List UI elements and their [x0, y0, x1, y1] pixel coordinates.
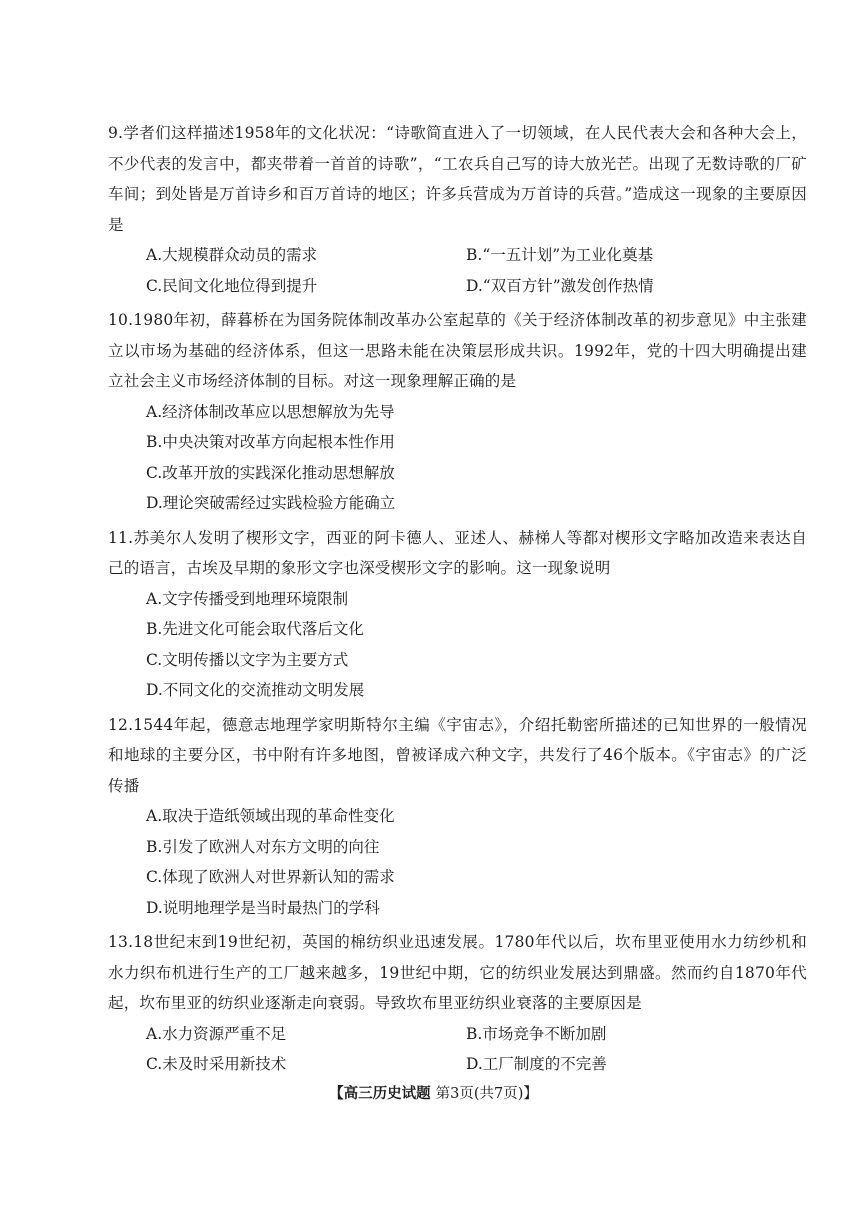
footer-title: 【高三历史试题 — [329, 1085, 431, 1102]
options-list — [146, 801, 807, 923]
option-d: D.“双百方针”激发创作热情 — [466, 276, 654, 295]
question-12 — [108, 710, 807, 924]
option-a: A.大规模群众动员的需求 — [146, 246, 318, 264]
option-d: D.不同文化的交流推动文明发展 — [146, 681, 365, 699]
option-b: B.“一五计划”为工业化奠基 — [466, 246, 654, 264]
option-b: B.中央决策对改革方向起根本性作用 — [146, 433, 395, 451]
question-stem: 12.1544年起，德意志地理学家明斯特尔主编《宇宙志》，介绍托勒密所描述的已知世界的一般情况和地球的主要分区，书中附有许多地图，曾被译成六种文字，共发行了46个版本。《宇宙志》的广泛传播 — [108, 715, 807, 795]
question-stem: 13.18世纪末到19世纪初，英国的棉纺织业迅速发展。1780年代以后，坎布里亚使用水力纺纱机和水力织布机进行生产的工厂越来越多，19世纪中期，它的纺织业发展达到鼎盛。然而约自1870年代起，坎布里亚的纺织业逐渐走向衰弱。导致坎布里亚纺织业衰落的主要原因是 — [108, 933, 807, 1012]
option-d: D.说明地理学是当时最热门的学科 — [146, 898, 380, 917]
option-a: A.取决于造纸领域出现的革命性变化 — [146, 807, 395, 825]
option-c: C.未及时采用新技术 — [146, 1055, 287, 1073]
options-list — [146, 584, 807, 706]
options-list — [146, 397, 807, 519]
question-11 — [108, 523, 807, 706]
question-13 — [108, 927, 807, 1080]
option-a: A.经济体制改革应以思想解放为先导 — [146, 402, 395, 421]
footer-page-number: 第3页(共7页)】 — [435, 1086, 538, 1102]
option-c: C.民间文化地位得到提升 — [146, 276, 318, 295]
option-d: D.理论突破需经过实践检验方能确立 — [146, 494, 396, 512]
option-c: C.文明传播以文字为主要方式 — [146, 650, 349, 669]
question-stem: 9.学者们这样描述1958年的文化状况：“诗歌简直进入了一切领域，在人民代表大会和各种大会上，不少代表的发言中，都夹带着一首首的诗歌”，“工农兵自己写的诗大放光芒。出现了无数诗歌的厂矿车间；到处皆是万首诗乡和百万首诗的地区；许多兵营成为万首诗的兵营。”造成这一现象的主要原因是 — [108, 124, 807, 234]
option-b: B.先进文化可能会取代落后文化 — [146, 620, 364, 638]
question-9 — [108, 118, 807, 301]
option-c: C.体现了欧洲人对世界新认知的需求 — [146, 868, 395, 886]
options-grid — [146, 1019, 807, 1080]
option-b: B.市场竞争不断加剧 — [466, 1024, 607, 1043]
option-d: D.工厂制度的不完善 — [466, 1055, 607, 1073]
option-a: A.水力资源严重不足 — [146, 1024, 287, 1043]
page-footer — [0, 1082, 867, 1103]
option-c: C.改革开放的实践深化推动思想解放 — [146, 463, 395, 482]
options-grid — [146, 240, 807, 301]
question-stem: 11.苏美尔人发明了楔形文字，西亚的阿卡德人、亚述人、赫梯人等都对楔形文字略加改造来表达自己的语言，古埃及早期的象形文字也深受楔形文字的影响。这一现象说明 — [108, 528, 807, 577]
question-stem: 10.1980年初，薛暮桥在为国务院体制改革办公室起草的《关于经济体制改革的初步意见》中主张建立以市场为基础的经济体系，但这一思路未能在决策层形成共识。1992年，党的十四大明确提出建立社会主义市场经济体制的目标。对这一现象理解正确的是 — [108, 311, 807, 390]
question-10 — [108, 305, 807, 519]
option-b: B.引发了欧洲人对东方文明的向往 — [146, 837, 380, 856]
option-a: A.文字传播受到地理环境限制 — [146, 589, 349, 608]
